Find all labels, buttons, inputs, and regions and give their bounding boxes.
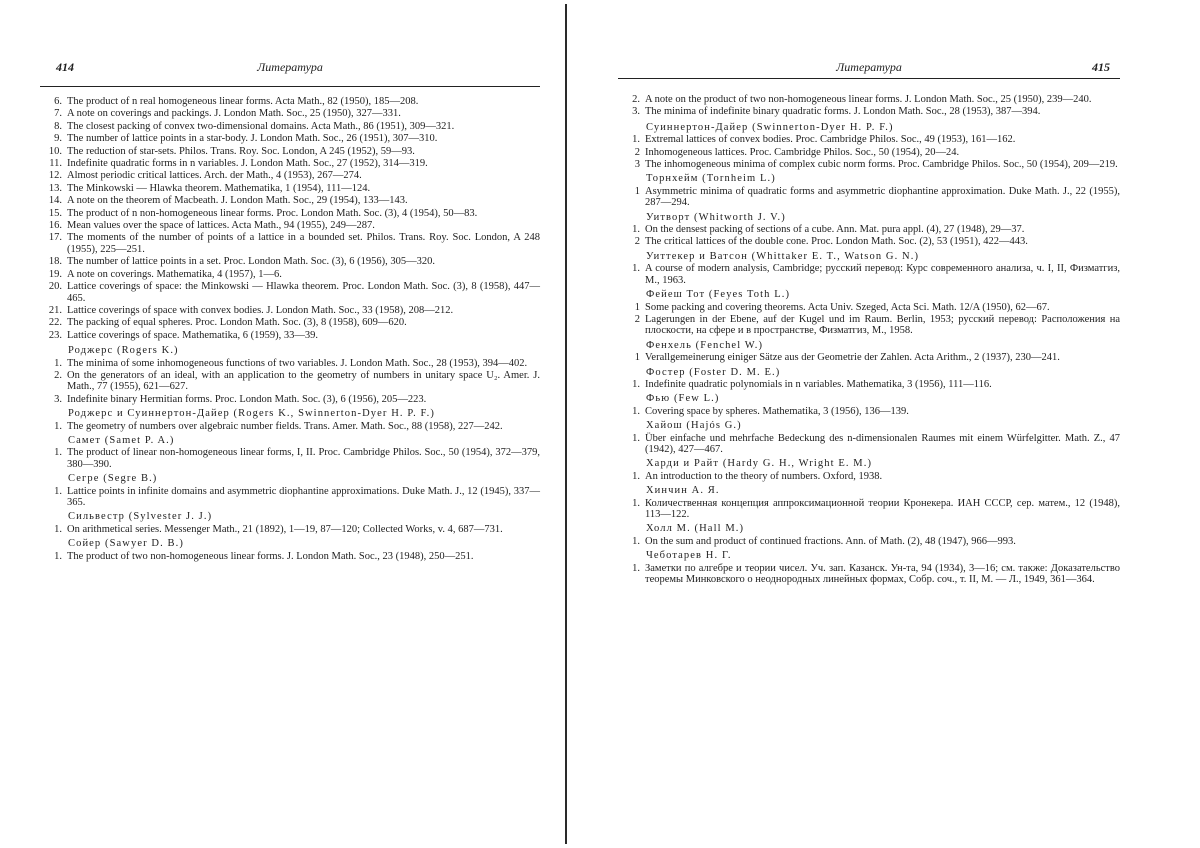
reference-text: Almost periodic critical lattices. Arch. der Math., 4 (1953), 267—274. xyxy=(67,170,362,182)
reference-entry xyxy=(618,314,1120,337)
reference-text: Covering space by spheres. Mathematika, 3 (1956), 136—139. xyxy=(645,405,909,417)
reference-entry xyxy=(618,352,1120,363)
reference-number: 1. xyxy=(632,134,640,146)
author-heading: Суиннертон-Дайер (Swinnerton-Dyer H. P. F.) xyxy=(646,121,894,133)
reference-entry xyxy=(618,471,1120,482)
reference-entry xyxy=(40,269,540,280)
reference-text: A course of modern analysis, Cambridge; русский перевод: Курс современного анализа, ч. I, II, Физматгиз, М., 1963. xyxy=(645,263,1120,286)
reference-text: The product of two non-homogeneous linear forms. J. London Math. Soc., 23 (1948), 250—251. xyxy=(67,550,474,562)
reference-number: 2. xyxy=(632,94,640,105)
author-heading: Фью (Few L.) xyxy=(646,393,720,405)
reference-number: 1. xyxy=(54,420,62,432)
reference-text: Lattice points in infinite domains and asymmetric diophantine approximations. Duke Math. J., 12 (1945), 337—365. xyxy=(67,485,540,508)
author-heading: Харди и Райт (Hardy G. H., Wright E. M.) xyxy=(646,458,873,470)
reference-text: An introduction to the theory of numbers. Oxford, 1938. xyxy=(645,470,883,482)
reference-number: 16. xyxy=(48,220,62,232)
reference-text: Some packing and covering theorems. Acta Univ. Szeged, Acta Sci. Math. 12/A (1950), 62—67. xyxy=(645,301,1050,313)
reference-number: 14. xyxy=(48,195,62,207)
reference-text: A note on coverings. Mathematika, 4 (1957), 1—6. xyxy=(67,268,282,280)
right-running-title: Литература xyxy=(836,60,902,74)
reference-number: 1. xyxy=(632,470,640,482)
reference-number: 15. xyxy=(48,207,62,219)
left-page-header xyxy=(40,56,540,87)
reference-entry xyxy=(40,305,540,316)
reference-entry xyxy=(618,302,1120,313)
reference-number: 3. xyxy=(54,393,62,405)
author-heading: Фенхель (Fenchel W.) xyxy=(646,339,764,351)
reference-entry xyxy=(40,170,540,181)
reference-text: Inhomogeneous lattices. Proc. Cambridge Philos. Soc., 50 (1954), 20—24. xyxy=(645,146,960,158)
reference-entry xyxy=(40,121,540,132)
reference-number: 1. xyxy=(632,562,640,574)
reference-number: 1. xyxy=(54,523,62,535)
reference-number: 17. xyxy=(48,232,62,244)
author-heading: Чеботарев Н. Г. xyxy=(646,550,732,562)
reference-text: A note on the theorem of Macbeath. J. London Math. Soc., 29 (1954), 133—143. xyxy=(67,195,408,207)
reference-entry xyxy=(618,159,1120,170)
reference-text: The closest packing of convex two-dimensional domains. Acta Math., 86 (1951), 309—321. xyxy=(67,120,455,132)
reference-entry xyxy=(40,158,540,169)
reference-number: 7. xyxy=(54,108,62,120)
reference-entry xyxy=(618,406,1120,417)
reference-entry xyxy=(618,106,1120,117)
author-heading: Фостер (Foster D. M. E.) xyxy=(646,366,781,378)
reference-number: 1. xyxy=(54,447,62,459)
author-heading: Уиттекер и Ватсон (Whittaker E. T., Watson G. N.) xyxy=(646,250,920,262)
reference-number: 8. xyxy=(54,120,62,132)
reference-entry xyxy=(618,134,1120,145)
reference-number: 1. xyxy=(54,485,62,497)
reference-entry xyxy=(40,146,540,157)
page-gutter-divider xyxy=(565,4,567,844)
reference-text: Verallgemeinerung einiger Sätze aus der Geometrie der Zahlen. Acta Arithm., 2 (1937), 230—241. xyxy=(645,352,1060,364)
reference-number: 2. xyxy=(54,369,62,381)
reference-entry xyxy=(40,281,540,304)
reference-entry xyxy=(618,236,1120,247)
reference-number: 1 xyxy=(634,185,640,197)
reference-text: Lattice coverings of space: the Minkowski — Hlawka theorem. Proc. London Math. Soc. (3), 8 (1958), 447—465. xyxy=(67,281,540,304)
reference-text: The number of lattice points in a set. Proc. London Math. Soc. (3), 6 (1956), 305—320. xyxy=(67,256,436,268)
reference-entry xyxy=(40,133,540,144)
reference-number: 20. xyxy=(48,281,62,293)
reference-number: 3 xyxy=(634,159,640,171)
reference-text: Заметки по алгебре и теории чисел. Уч. зап. Казанск. Ун-та, 94 (1934), 3—16; см. также: Доказательство теоремы Минковского о неоднородных линейных формах, Собр. соч., т. II, М. — Л., 1949, 361—364. xyxy=(645,562,1120,586)
reference-text: Количественная концепция аппроксимационной теории Кронекера. ИАН СССР, сер. матем., 12 (1948), 113—122. xyxy=(645,497,1120,520)
reference-text: The packing of equal spheres. Proc. London Math. Soc. (3), 8 (1958), 609—620. xyxy=(67,317,407,329)
reference-entry xyxy=(40,358,540,369)
reference-text: The inhomogeneous minima of complex cubic norm forms. Proc. Cambridge Philos. Soc., 50 (1954), 209—219. xyxy=(645,159,1118,171)
reference-number: 23. xyxy=(48,329,62,341)
author-heading: Хинчин А. Я. xyxy=(646,485,720,497)
reference-text: The geometry of numbers over algebraic number fields. Trans. Amer. Math. Soc., 88 (1958), 227—242. xyxy=(67,420,503,432)
reference-text: The product of linear non-homogeneous linear forms, I, II. Proc. Cambridge Philos. Soc., 50 (1954), 372—379, 380—390. xyxy=(67,447,540,470)
reference-text: The minima of indefinite binary quadratic forms. J. London Math. Soc., 28 (1953), 387—394. xyxy=(645,106,1041,118)
reference-text: A note on the product of two non-homogeneous linear forms. J. London Math. Soc., 25 (1950), 239—240. xyxy=(645,94,1092,105)
reference-number: 6. xyxy=(54,96,62,107)
reference-entry xyxy=(40,370,540,393)
author-heading: Фейеш Тот (Feyes Toth L.) xyxy=(646,289,791,301)
reference-text: The reduction of star-sets. Philos. Trans. Roy. Soc. London, A 245 (1952), 59—93. xyxy=(67,145,415,157)
reference-entry xyxy=(618,536,1120,547)
reference-entry xyxy=(40,524,540,535)
right-page-number: 415 xyxy=(1092,60,1110,74)
reference-text: Extremal lattices of convex bodies. Proc. Cambridge Philos. Soc., 49 (1953), 161—162. xyxy=(645,134,1016,146)
reference-entry xyxy=(40,195,540,206)
reference-text: Lagerungen in der Ebene, auf der Kugel und im Raum. Berlin, 1953; русский перевод: Расположения на плоскости, на сфере и в пространстве, Физматгиз, М., 1958. xyxy=(645,313,1120,337)
left-page xyxy=(40,0,540,848)
reference-number: 10. xyxy=(48,145,62,157)
reference-number: 1. xyxy=(632,378,640,390)
reference-text: Indefinite quadratic polynomials in n variables. Mathematika, 3 (1956), 111—116. xyxy=(645,378,992,390)
reference-text: The number of lattice points in a star-body. J. London Math. Soc., 26 (1951), 307—310. xyxy=(67,133,438,145)
reference-entry xyxy=(40,551,540,562)
reference-entry xyxy=(40,330,540,341)
author-heading: Сойер (Sawyer D. B.) xyxy=(68,538,184,550)
reference-text: Asymmetric minima of quadratic forms and asymmetric diophantine approximation. Duke Math. J., 22 (1955), 287—294. xyxy=(645,185,1120,209)
reference-text: Über einfache und mehrfache Bedeckung des n-dimensionalen Raumes mit einem Würfelgitter. Math. Z., 47 (1942), 427—467. xyxy=(645,432,1120,455)
reference-number: 1. xyxy=(54,357,62,369)
reference-entry xyxy=(618,94,1120,105)
reference-number: 22. xyxy=(48,317,62,329)
left-bibliography xyxy=(40,96,540,562)
right-page xyxy=(618,0,1120,848)
author-heading: Самет (Samet P. A.) xyxy=(68,434,175,446)
reference-number: 3. xyxy=(632,106,640,118)
author-heading: Уитворт (Whitworth J. V.) xyxy=(646,211,786,223)
reference-number: 2 xyxy=(634,236,640,248)
reference-entry xyxy=(618,263,1120,286)
reference-text: A note on coverings and packings. J. London Math. Soc., 25 (1950), 327—331. xyxy=(67,108,401,120)
right-page-header xyxy=(618,56,1120,86)
reference-number: 1. xyxy=(632,497,640,509)
reference-number: 1. xyxy=(632,432,640,444)
reference-number: 11. xyxy=(49,158,62,170)
reference-number: 9. xyxy=(54,133,62,145)
reference-text: The critical lattices of the double cone. Proc. London Math. Soc. (2), 53 (1951), 422—443. xyxy=(645,236,1028,248)
reference-entry xyxy=(40,317,540,328)
right-bibliography xyxy=(618,94,1120,585)
reference-entry xyxy=(40,108,540,119)
reference-text: The moments of the number of points of a lattice in a bounded set. Philos. Trans. Roy. Soc. London, A 248 (1955), 225—251. xyxy=(67,232,540,255)
reference-entry xyxy=(618,224,1120,235)
reference-number: 13. xyxy=(48,182,62,194)
reference-number: 2 xyxy=(634,146,640,158)
reference-number: 1. xyxy=(632,263,640,275)
reference-entry xyxy=(618,563,1120,586)
reference-number: 1. xyxy=(632,224,640,236)
reference-number: 2 xyxy=(634,313,640,325)
reference-text: Mean values over the space of lattices. Acta Math., 94 (1955), 249—287. xyxy=(67,220,375,232)
reference-number: 1. xyxy=(632,535,640,547)
reference-number: 1. xyxy=(54,550,62,562)
reference-entry xyxy=(40,232,540,255)
reference-number: 18. xyxy=(48,256,62,268)
left-page-number: 414 xyxy=(56,60,74,74)
reference-number: 19. xyxy=(48,268,62,280)
author-heading: Холл М. (Hall M.) xyxy=(646,523,745,535)
reference-entry xyxy=(40,447,540,470)
reference-number: 1. xyxy=(632,405,640,417)
reference-text: Indefinite quadratic forms in n variables. J. London Math. Soc., 27 (1952), 314—319. xyxy=(67,158,428,170)
left-running-title: Литература xyxy=(257,60,323,74)
author-heading: Хайош (Hajós G.) xyxy=(646,420,742,432)
reference-text: The product of n non-homogeneous linear forms. Proc. London Math. Soc. (3), 4 (1954), 50—83. xyxy=(67,207,478,219)
author-heading: Сильвестр (Sylvester J. J.) xyxy=(68,511,213,523)
reference-entry xyxy=(40,394,540,405)
reference-number: 21. xyxy=(48,304,62,316)
reference-entry xyxy=(40,208,540,219)
reference-text: The minima of some inhomogeneous functions of two variables. J. London Math. Soc., 28 (1953), 394—402. xyxy=(67,357,528,369)
reference-entry xyxy=(618,147,1120,158)
reference-entry xyxy=(40,96,540,107)
reference-text: On the sum and product of continued fractions. Ann. of Math. (2), 48 (1947), 966—993. xyxy=(645,535,1016,547)
reference-entry xyxy=(40,256,540,267)
reference-entry xyxy=(40,421,540,432)
reference-entry xyxy=(618,379,1120,390)
reference-text: On arithmetical series. Messenger Math., 21 (1892), 1—19, 87—120; Collected Works, v. 4, 687—731. xyxy=(67,523,503,535)
reference-text: Lattice coverings of space with convex bodies. J. London Math. Soc., 33 (1958), 208—212. xyxy=(67,304,454,316)
reference-text: Lattice coverings of space. Mathematika, 6 (1959), 33—39. xyxy=(67,329,319,341)
author-heading: Роджерс и Суиннертон-Дайер (Rogers K., Swinnerton-Dyer H. P. F.) xyxy=(68,408,435,420)
reference-entry xyxy=(618,433,1120,456)
reference-text: On the densest packing of sections of a cube. Ann. Mat. pura appl. (4), 27 (1948), 29—37. xyxy=(645,224,1025,236)
reference-entry xyxy=(618,498,1120,521)
author-heading: Торнхейм (Tornheim L.) xyxy=(646,173,776,185)
reference-text: The product of n real homogeneous linear forms. Acta Math., 82 (1950), 185—208. xyxy=(67,96,419,107)
reference-entry xyxy=(40,486,540,509)
reference-number: 12. xyxy=(48,170,62,182)
author-heading: Сегре (Segre B.) xyxy=(68,473,158,485)
reference-entry xyxy=(40,183,540,194)
author-heading: Роджерс (Rogers K.) xyxy=(68,345,179,357)
reference-entry xyxy=(618,186,1120,209)
reference-entry xyxy=(40,220,540,231)
reference-text: Indefinite binary Hermitian forms. Proc. London Math. Soc. (3), 6 (1956), 205—223. xyxy=(67,393,427,405)
reference-number: 1 xyxy=(634,352,640,364)
reference-text: On the generators of an ideal, with an application to the geometry of numbers in unitary space U₂. Amer. J. Math., 77 (1955), 621—627. xyxy=(67,369,540,393)
reference-text: The Minkowski — Hlawka theorem. Mathematika, 1 (1954), 111—124. xyxy=(67,182,371,194)
reference-number: 1 xyxy=(634,301,640,313)
